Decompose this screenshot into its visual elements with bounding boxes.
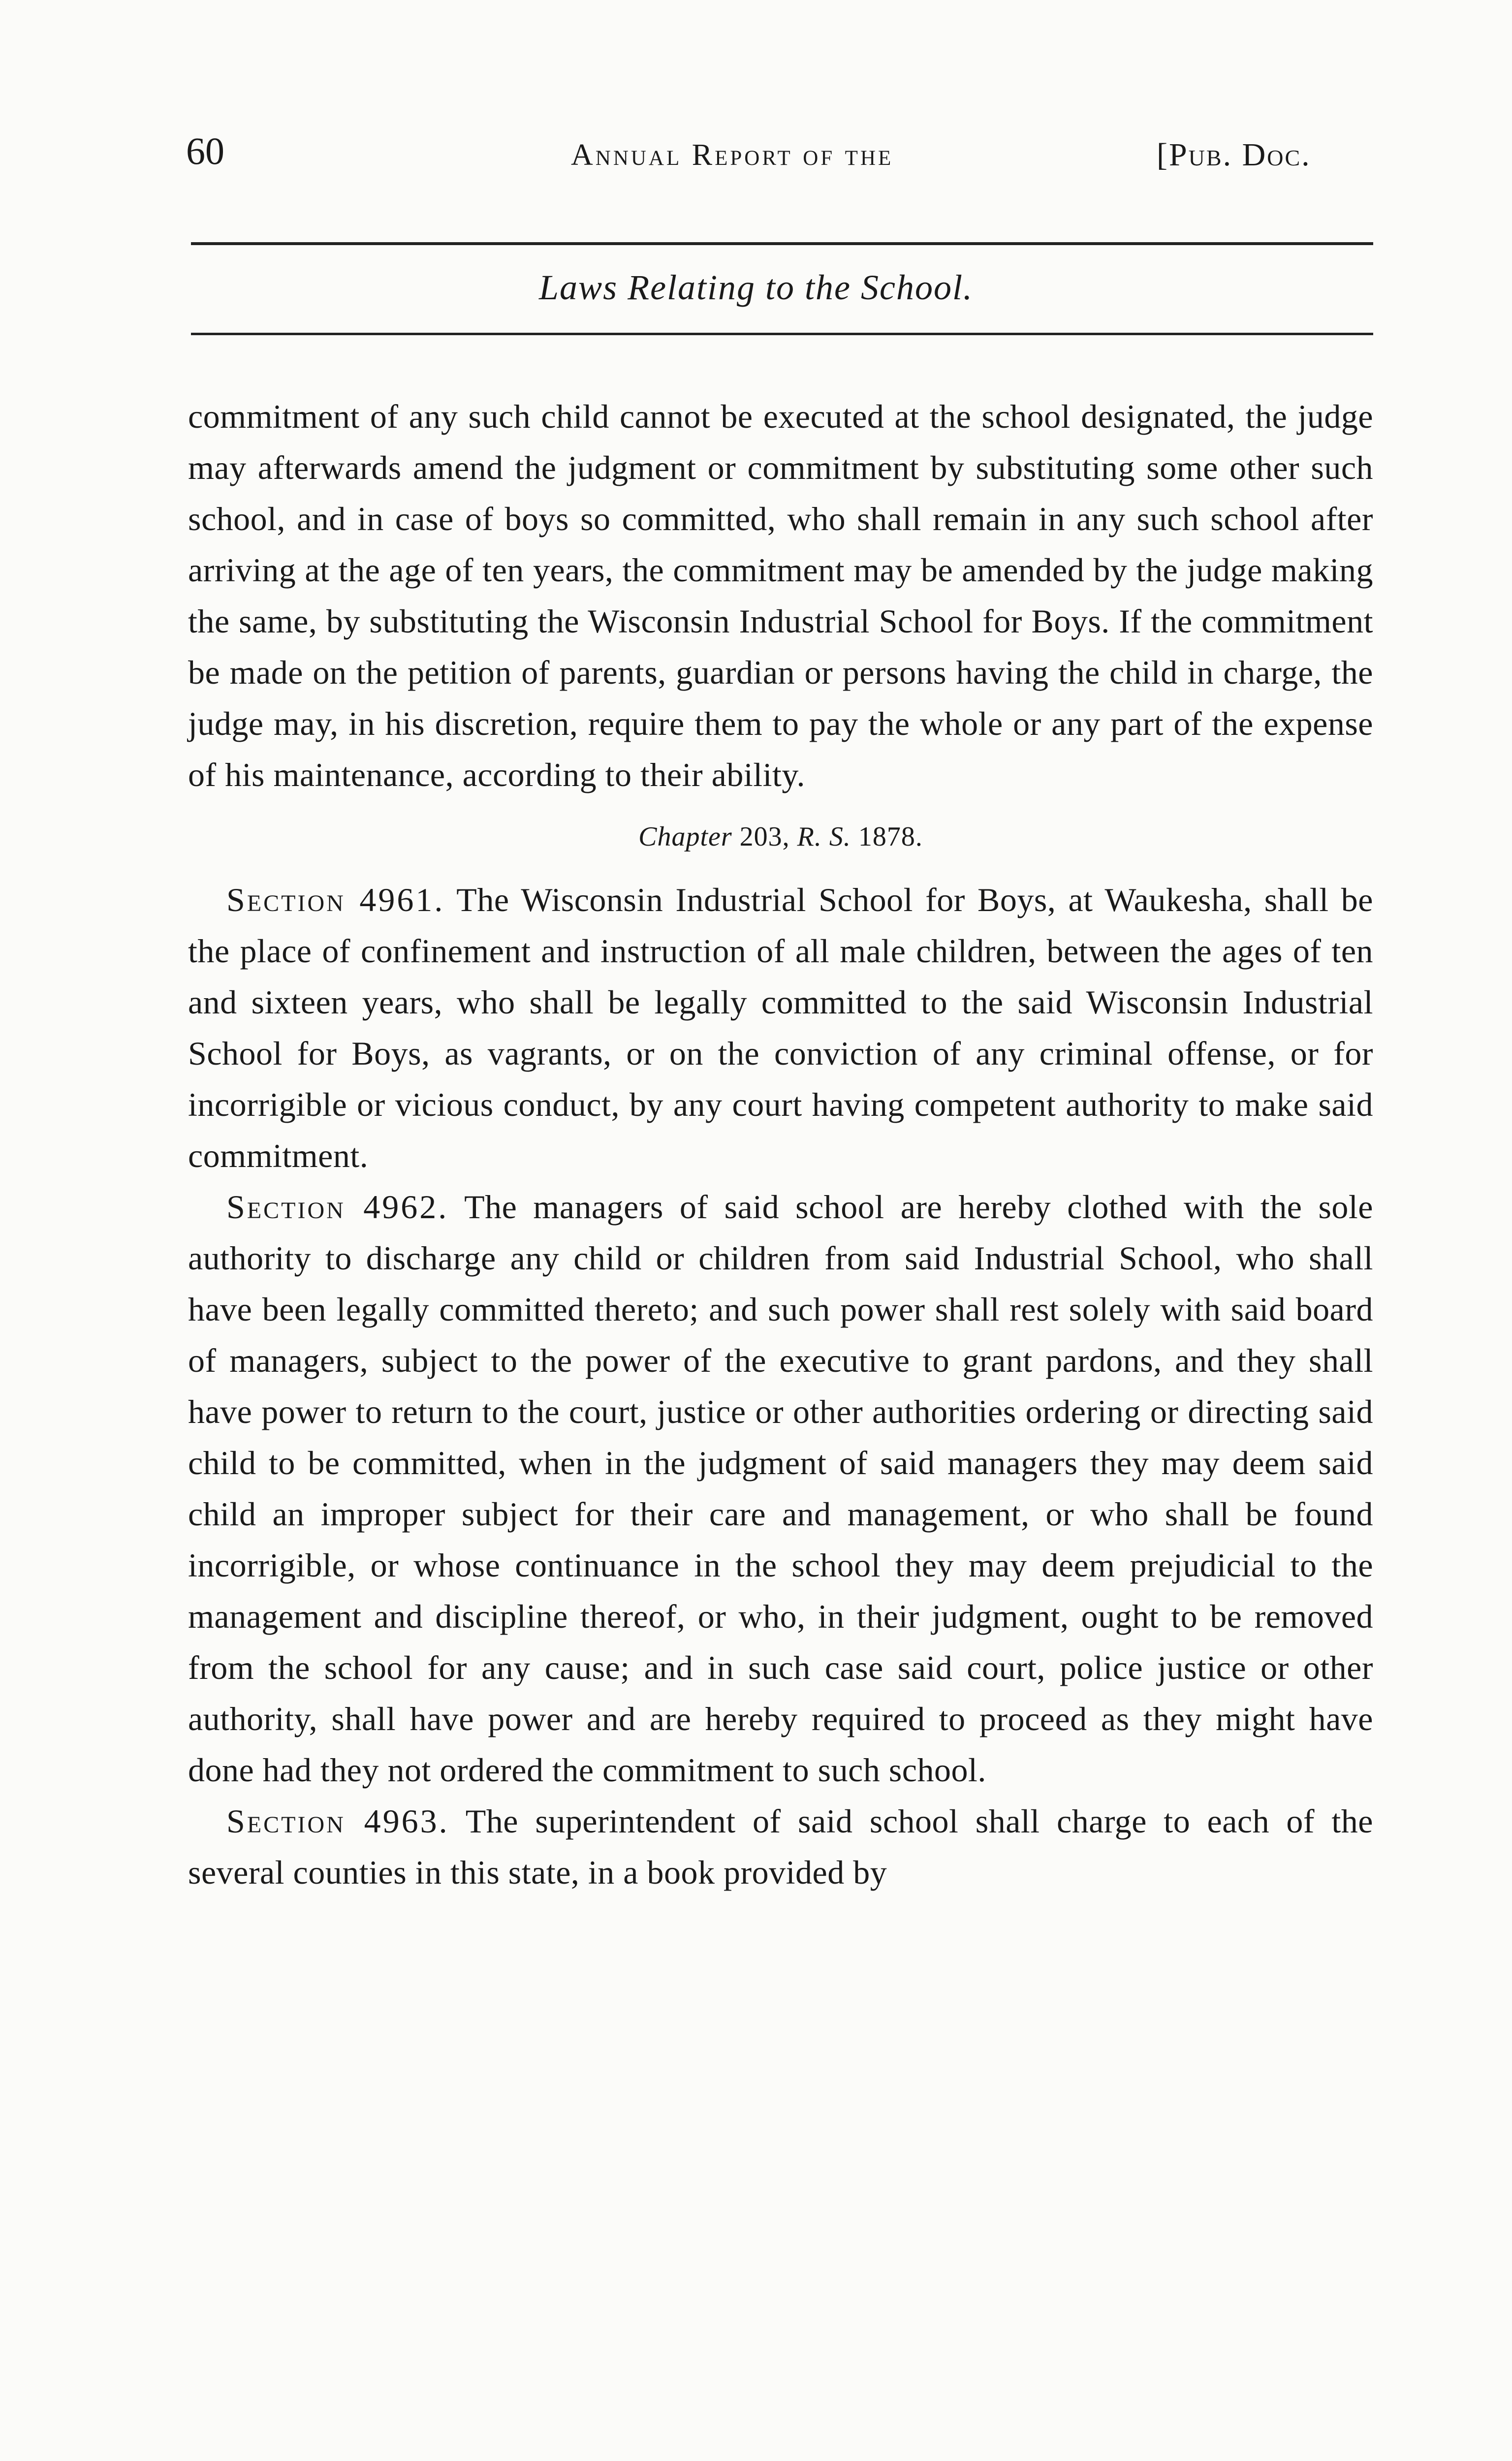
chapter-citation — [188, 817, 1373, 856]
section-4961-text: The Wisconsin Industrial School for Boys, at Waukesha, shall be the place of confinement and instruction of all male children, between the ages of ten and sixteen years, who shall be legally committed to the said Wisconsin Industrial School for Boys, as vagrants, or on the conviction of any criminal offense, or for incorrigible or vicious conduct, by any court having competent authority to make said commitment. — [188, 881, 1373, 1174]
section-heading: Laws Relating to the School. — [539, 268, 973, 307]
section-4961-label: Section 4961. — [226, 881, 445, 918]
page-number: 60 — [186, 129, 224, 172]
header-rule-bottom — [191, 333, 1373, 335]
citation-year: 1878. — [858, 821, 923, 852]
citation-chapter: Chapter — [638, 821, 732, 852]
section-4963 — [188, 1796, 1373, 1898]
running-title: Annual Report of the — [571, 138, 894, 172]
paragraph-continued: commitment of any such child cannot be executed at the school designated, the judge may afterwards amend the judgment or commitment by substituting some other such school, and in case of boys so committed, who shall remain in any such school after arriving at the age of ten years, the commitment may be amended by the judge making the same, by substituting the Wisconsin Industrial School for Boys. If the commitment be made on the petition of parents, guardian or persons having the child in charge, the judge may, in his discretion, require them to pay the whole or any part of the expense of his maintenance, according to their ability. — [188, 398, 1373, 793]
header-rule-top — [191, 242, 1373, 245]
section-4963-label: Section 4963. — [226, 1802, 449, 1840]
citation-rs: R. S. — [797, 821, 851, 852]
section-4962-text: The managers of said school are hereby clothed with the sole authority to discharge any child or children from said Industrial School, who shall have been legally committed thereto; and such power shall rest solely with said board of managers, subject to the power of the executive to grant pardons, and they shall have power to return to the court, justice or other authorities ordering or directing said child to be committed, when in the judgment of said managers they may deem said child an improper subject for their care and management, or who shall be found incorrigible, or whose continuance in the school they may deem prejudicial to the management and discipline thereof, or who, in their judgment, ought to be removed from the school for any cause; and in such case said court, police justice or other authority, shall have power and are hereby required to proceed as they might have done had they not ordered the commitment to such school. — [188, 1188, 1373, 1789]
body-text — [188, 391, 1373, 1898]
document-label: [Pub. Doc. — [1157, 137, 1311, 173]
section-4963-text: The superintendent of said school shall charge to each of the several counties in this state, in a book provided by — [188, 1802, 1373, 1891]
citation-number: 203, — [739, 821, 790, 852]
section-4962 — [188, 1181, 1373, 1796]
section-4961 — [188, 874, 1373, 1181]
section-4962-label: Section 4962. — [226, 1188, 449, 1226]
